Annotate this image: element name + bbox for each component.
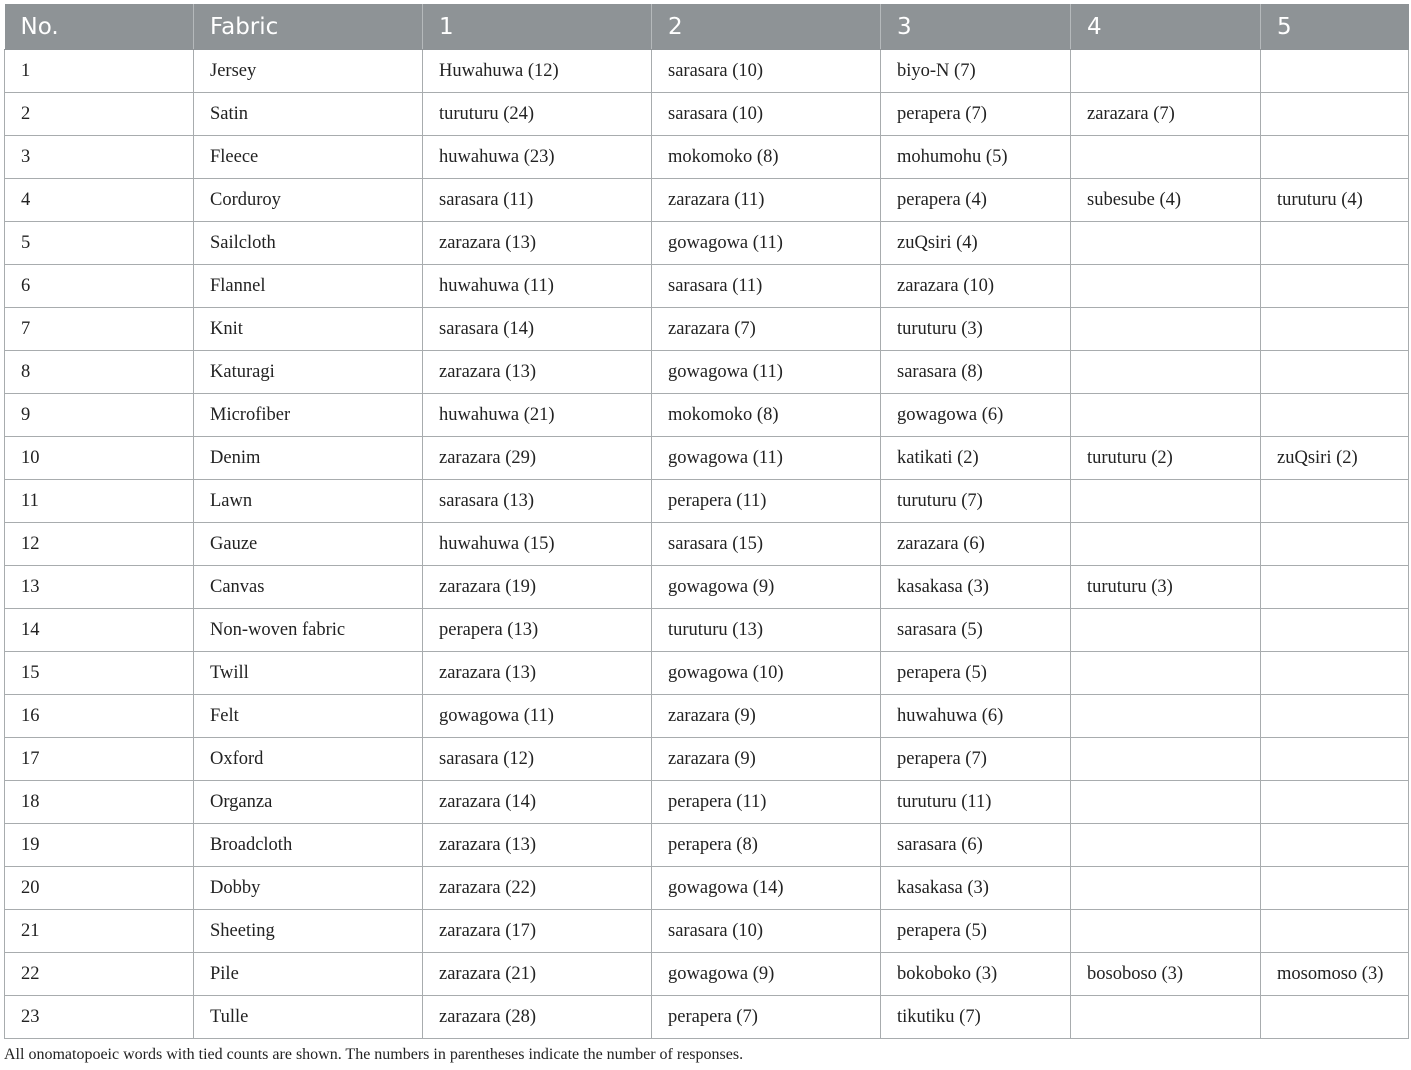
header-cell-rank-5: 5: [1261, 4, 1409, 50]
cell-rank-4: [1071, 136, 1261, 179]
table-row: [5, 308, 1409, 351]
cell-rank-3: sarasara (5): [881, 609, 1071, 652]
cell-rank-1: zarazara (17): [423, 910, 652, 953]
cell-rank-2: gowagowa (11): [652, 437, 881, 480]
cell-rank-5: [1261, 910, 1409, 953]
cell-rank-3: gowagowa (6): [881, 394, 1071, 437]
cell-rank-3: perapera (4): [881, 179, 1071, 222]
table-footnote: All onomatopoeic words with tied counts are shown. The numbers in parentheses indicate the number of responses.: [4, 1046, 744, 1063]
table-row: [5, 609, 1409, 652]
cell-rank-2: mokomoko (8): [652, 394, 881, 437]
cell-rank-3: turuturu (3): [881, 308, 1071, 351]
cell-rank-2: gowagowa (11): [652, 351, 881, 394]
cell-rank-5: turuturu (4): [1261, 179, 1409, 222]
cell-rank-3: zarazara (10): [881, 265, 1071, 308]
cell-rank-4: subesube (4): [1071, 179, 1261, 222]
cell-rank-3: turuturu (11): [881, 781, 1071, 824]
cell-rank-4: zarazara (7): [1071, 93, 1261, 136]
cell-rank-1: zarazara (13): [423, 222, 652, 265]
cell-rank-2: zarazara (9): [652, 695, 881, 738]
cell-rank-1: zarazara (13): [423, 652, 652, 695]
cell-no: 18: [5, 781, 194, 824]
cell-no: 1: [5, 50, 194, 93]
cell-rank-2: gowagowa (9): [652, 566, 881, 609]
cell-rank-3: perapera (7): [881, 93, 1071, 136]
cell-rank-3: biyo-N (7): [881, 50, 1071, 93]
cell-rank-3: sarasara (6): [881, 824, 1071, 867]
cell-rank-3: bokoboko (3): [881, 953, 1071, 996]
cell-fabric: Satin: [194, 93, 423, 136]
cell-rank-5: [1261, 93, 1409, 136]
cell-fabric: Jersey: [194, 50, 423, 93]
cell-rank-4: turuturu (3): [1071, 566, 1261, 609]
cell-rank-1: Huwahuwa (12): [423, 50, 652, 93]
cell-rank-1: perapera (13): [423, 609, 652, 652]
cell-rank-5: [1261, 222, 1409, 265]
cell-no: 22: [5, 953, 194, 996]
cell-no: 2: [5, 93, 194, 136]
cell-rank-3: katikati (2): [881, 437, 1071, 480]
cell-fabric: Denim: [194, 437, 423, 480]
cell-rank-5: [1261, 351, 1409, 394]
cell-rank-3: zarazara (6): [881, 523, 1071, 566]
cell-rank-3: turuturu (7): [881, 480, 1071, 523]
cell-rank-5: [1261, 695, 1409, 738]
cell-rank-3: perapera (5): [881, 652, 1071, 695]
cell-rank-4: [1071, 867, 1261, 910]
table-row: [5, 652, 1409, 695]
cell-fabric: Fleece: [194, 136, 423, 179]
cell-fabric: Gauze: [194, 523, 423, 566]
cell-rank-1: huwahuwa (21): [423, 394, 652, 437]
cell-rank-5: [1261, 480, 1409, 523]
cell-rank-5: [1261, 566, 1409, 609]
cell-rank-2: gowagowa (10): [652, 652, 881, 695]
cell-rank-2: sarasara (15): [652, 523, 881, 566]
cell-rank-4: [1071, 480, 1261, 523]
cell-no: 16: [5, 695, 194, 738]
table-row: [5, 394, 1409, 437]
cell-fabric: Sailcloth: [194, 222, 423, 265]
cell-rank-5: [1261, 738, 1409, 781]
cell-rank-1: sarasara (14): [423, 308, 652, 351]
cell-rank-1: zarazara (29): [423, 437, 652, 480]
cell-no: 17: [5, 738, 194, 781]
cell-fabric: Knit: [194, 308, 423, 351]
cell-rank-4: [1071, 824, 1261, 867]
cell-rank-5: [1261, 609, 1409, 652]
cell-rank-1: sarasara (12): [423, 738, 652, 781]
fabric-onomatopoeia-table: [4, 4, 1409, 1039]
cell-rank-3: zuQsiri (4): [881, 222, 1071, 265]
cell-fabric: Katuragi: [194, 351, 423, 394]
cell-rank-1: zarazara (14): [423, 781, 652, 824]
table-row: [5, 93, 1409, 136]
table-row: [5, 351, 1409, 394]
cell-no: 20: [5, 867, 194, 910]
table-row: [5, 179, 1409, 222]
cell-fabric: Pile: [194, 953, 423, 996]
cell-rank-5: mosomoso (3): [1261, 953, 1409, 996]
cell-rank-5: [1261, 394, 1409, 437]
cell-rank-5: [1261, 265, 1409, 308]
cell-rank-5: [1261, 781, 1409, 824]
cell-rank-5: zuQsiri (2): [1261, 437, 1409, 480]
cell-rank-4: [1071, 523, 1261, 566]
table-row: [5, 523, 1409, 566]
table-row: [5, 953, 1409, 996]
cell-rank-1: zarazara (21): [423, 953, 652, 996]
cell-rank-3: perapera (5): [881, 910, 1071, 953]
cell-rank-2: sarasara (10): [652, 93, 881, 136]
cell-rank-5: [1261, 652, 1409, 695]
cell-rank-1: zarazara (28): [423, 996, 652, 1039]
cell-no: 12: [5, 523, 194, 566]
table-row: [5, 136, 1409, 179]
cell-no: 7: [5, 308, 194, 351]
cell-no: 11: [5, 480, 194, 523]
cell-rank-5: [1261, 523, 1409, 566]
cell-no: 10: [5, 437, 194, 480]
cell-fabric: Lawn: [194, 480, 423, 523]
cell-rank-4: [1071, 781, 1261, 824]
cell-rank-1: sarasara (13): [423, 480, 652, 523]
cell-rank-3: sarasara (8): [881, 351, 1071, 394]
cell-rank-3: kasakasa (3): [881, 867, 1071, 910]
table-row: [5, 867, 1409, 910]
cell-rank-2: mokomoko (8): [652, 136, 881, 179]
cell-rank-4: bosoboso (3): [1071, 953, 1261, 996]
cell-rank-4: [1071, 50, 1261, 93]
cell-rank-2: gowagowa (14): [652, 867, 881, 910]
cell-rank-4: [1071, 394, 1261, 437]
cell-rank-4: [1071, 351, 1261, 394]
cell-rank-2: zarazara (9): [652, 738, 881, 781]
table-row: [5, 480, 1409, 523]
cell-rank-3: mohumohu (5): [881, 136, 1071, 179]
cell-rank-2: gowagowa (9): [652, 953, 881, 996]
table-row: [5, 566, 1409, 609]
cell-rank-5: [1261, 824, 1409, 867]
cell-rank-5: [1261, 308, 1409, 351]
cell-fabric: Organza: [194, 781, 423, 824]
cell-rank-5: [1261, 136, 1409, 179]
cell-rank-2: perapera (7): [652, 996, 881, 1039]
cell-rank-2: sarasara (10): [652, 910, 881, 953]
cell-rank-1: turuturu (24): [423, 93, 652, 136]
cell-fabric: Canvas: [194, 566, 423, 609]
cell-rank-4: [1071, 695, 1261, 738]
cell-rank-2: sarasara (11): [652, 265, 881, 308]
cell-fabric: Flannel: [194, 265, 423, 308]
cell-rank-1: gowagowa (11): [423, 695, 652, 738]
cell-rank-4: [1071, 652, 1261, 695]
fabric-onomatopoeia-table-container: [4, 4, 1408, 1039]
cell-no: 21: [5, 910, 194, 953]
table-row: [5, 910, 1409, 953]
cell-rank-2: gowagowa (11): [652, 222, 881, 265]
cell-no: 6: [5, 265, 194, 308]
table-row: [5, 996, 1409, 1039]
table-row: [5, 222, 1409, 265]
cell-no: 4: [5, 179, 194, 222]
table-row: [5, 824, 1409, 867]
cell-rank-1: huwahuwa (23): [423, 136, 652, 179]
cell-rank-2: sarasara (10): [652, 50, 881, 93]
cell-rank-3: huwahuwa (6): [881, 695, 1071, 738]
cell-fabric: Microfiber: [194, 394, 423, 437]
cell-rank-1: zarazara (13): [423, 824, 652, 867]
cell-fabric: Sheeting: [194, 910, 423, 953]
cell-fabric: Oxford: [194, 738, 423, 781]
cell-rank-4: turuturu (2): [1071, 437, 1261, 480]
cell-fabric: Twill: [194, 652, 423, 695]
cell-no: 14: [5, 609, 194, 652]
cell-rank-3: perapera (7): [881, 738, 1071, 781]
cell-rank-4: [1071, 265, 1261, 308]
header-cell-rank-4: 4: [1071, 4, 1261, 50]
cell-rank-5: [1261, 996, 1409, 1039]
cell-no: 5: [5, 222, 194, 265]
cell-no: 23: [5, 996, 194, 1039]
table-body: [5, 50, 1409, 1039]
cell-rank-2: turuturu (13): [652, 609, 881, 652]
cell-rank-1: huwahuwa (11): [423, 265, 652, 308]
cell-rank-2: zarazara (11): [652, 179, 881, 222]
cell-fabric: Tulle: [194, 996, 423, 1039]
header-row: [5, 4, 1409, 50]
cell-rank-2: perapera (11): [652, 781, 881, 824]
table-row: [5, 781, 1409, 824]
cell-rank-2: perapera (8): [652, 824, 881, 867]
cell-fabric: Broadcloth: [194, 824, 423, 867]
table-row: [5, 50, 1409, 93]
table-row: [5, 738, 1409, 781]
cell-rank-4: [1071, 609, 1261, 652]
cell-rank-1: zarazara (13): [423, 351, 652, 394]
cell-rank-3: tikutiku (7): [881, 996, 1071, 1039]
cell-rank-4: [1071, 996, 1261, 1039]
cell-rank-1: zarazara (19): [423, 566, 652, 609]
cell-rank-3: kasakasa (3): [881, 566, 1071, 609]
cell-no: 15: [5, 652, 194, 695]
cell-rank-2: zarazara (7): [652, 308, 881, 351]
cell-no: 13: [5, 566, 194, 609]
header-cell-rank-2: 2: [652, 4, 881, 50]
cell-rank-4: [1071, 222, 1261, 265]
table-row: [5, 695, 1409, 738]
cell-no: 3: [5, 136, 194, 179]
header-cell-fabric: Fabric: [194, 4, 423, 50]
cell-fabric: Non-woven fabric: [194, 609, 423, 652]
cell-rank-4: [1071, 738, 1261, 781]
cell-rank-4: [1071, 910, 1261, 953]
cell-rank-1: sarasara (11): [423, 179, 652, 222]
table-row: [5, 265, 1409, 308]
cell-fabric: Felt: [194, 695, 423, 738]
cell-fabric: Corduroy: [194, 179, 423, 222]
cell-rank-5: [1261, 50, 1409, 93]
table-header: [5, 4, 1409, 50]
cell-fabric: Dobby: [194, 867, 423, 910]
header-cell-rank-3: 3: [881, 4, 1071, 50]
cell-rank-1: huwahuwa (15): [423, 523, 652, 566]
header-cell-rank-1: 1: [423, 4, 652, 50]
cell-no: 19: [5, 824, 194, 867]
cell-rank-5: [1261, 867, 1409, 910]
cell-rank-4: [1071, 308, 1261, 351]
cell-no: 8: [5, 351, 194, 394]
cell-rank-1: zarazara (22): [423, 867, 652, 910]
header-cell-no: No.: [5, 4, 194, 50]
cell-no: 9: [5, 394, 194, 437]
table-row: [5, 437, 1409, 480]
cell-rank-2: perapera (11): [652, 480, 881, 523]
